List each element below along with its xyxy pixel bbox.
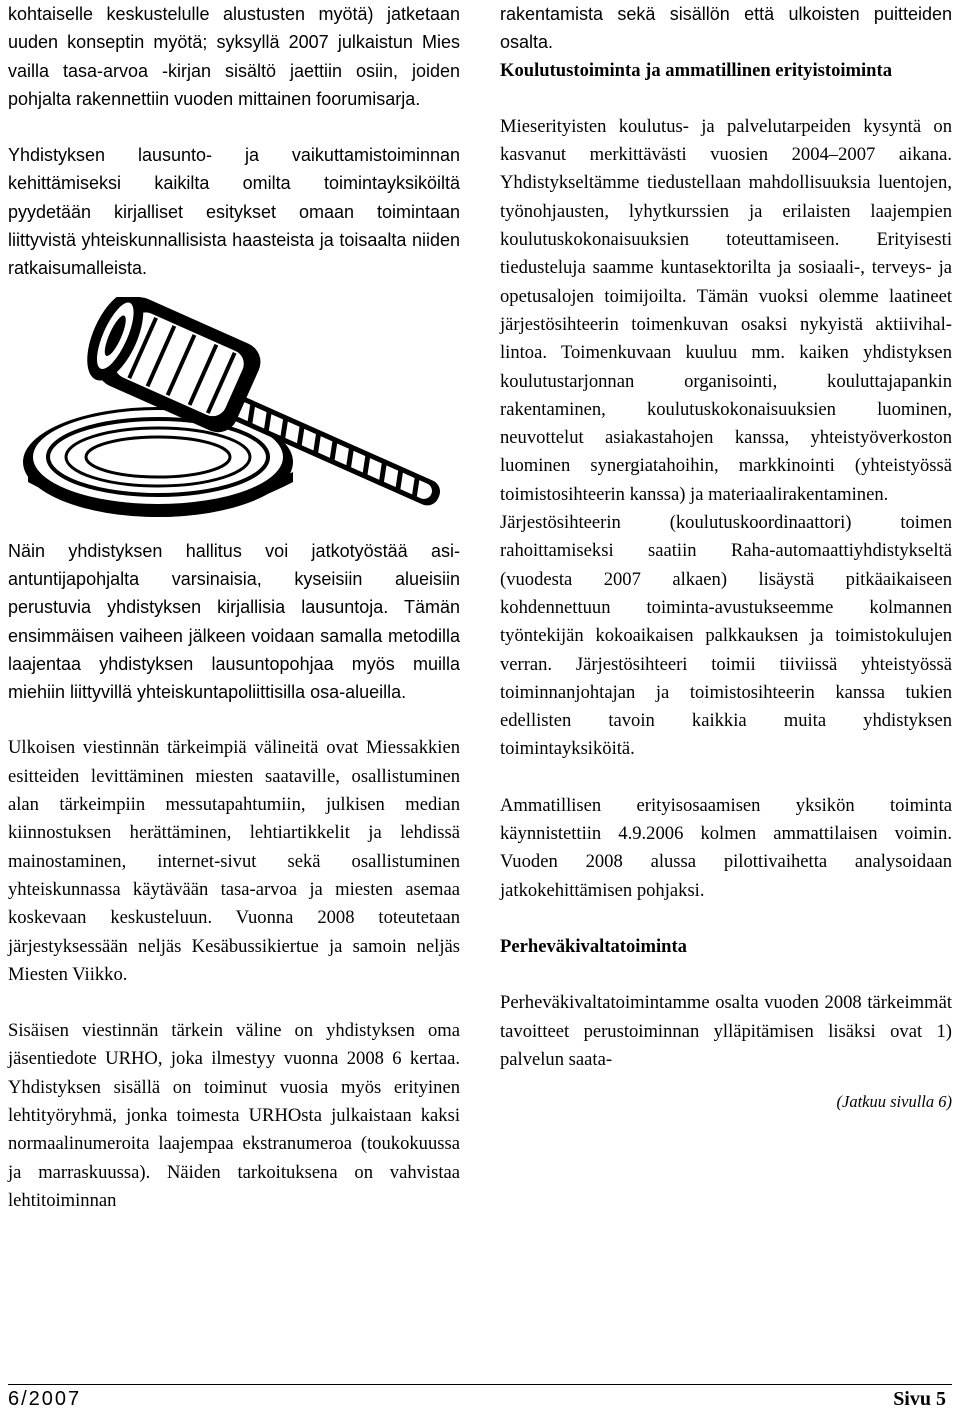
footer-page-number: Sivu 5	[893, 1388, 946, 1410]
left-paragraph-2: Yhdistyksen lausunto- ja vaikuttamistoiminnan kehittämiseksi kaikilta omilta toimintayksiköiltä pyydetään kirjalliset esitykset omaan toimintaan liittyvistä yhteiskunnallisista haasteista ja toisaalta niiden ratkaisumalleista.	[8, 145, 460, 279]
continued-note: (Jatkuu sivulla 6)	[836, 1092, 952, 1112]
right-column	[500, 0, 952, 1116]
gavel-illustration	[8, 297, 460, 527]
left-paragraph-4: Ulkoisen viestinnän tärkeimpiä välineitä ovat Miessakkien esitteiden levittäminen miesten saataville, osallistuminen alan tärkeimpiin messutapahtumiin, julkisen median kiinnostuksen herättäminen, lehtiartikkelit ja lehdissä mainostaminen, internet-sivut sekä osallistuminen yhteiskunnassa käytävään tasa-arvoa ja miesten asemaa koskevaan keskusteluun. Vuonna 2008 toteutetaan järjestyksessään neljäs Kesäbussikiertue ja samoin neljäs Miesten Viikko.	[8, 737, 460, 985]
right-paragraph-1: rakentamista sekä sisällön että ulkoisten puitteiden osalta.	[500, 4, 952, 53]
left-paragraph-1: kohtaiselle keskustelulle alustusten myötä) jatketaan uuden konseptin myötä; syksyllä 2007 julkaistun Mies vailla tasa-arvoa -kirjan sisältö jaettiin osiin, joiden pohjalta rakennettiin vuoden mittainen foorumisarja.	[8, 4, 460, 109]
right-paragraph-5: Perheväkivaltatoimintamme osalta vuoden 2008 tärkeimmät tavoitteet perustoiminnan ylläpitämisen lisäksi ovat 1) palvelun saata-	[500, 992, 952, 1070]
footer-issue: 6/2007	[8, 1388, 82, 1410]
section-heading-koulutustoiminta: Koulutustoiminta ja ammatillinen erityistoiminta	[500, 59, 893, 81]
right-paragraph-4: Ammatillisen erityisosaamisen yksikön toiminta käynnistettiin 4.9.2006 kolmen ammattilaisen voimin. Vuoden 2008 alussa pilottivaihetta analysoidaan jatkokehittämisen pohjaksi.	[500, 794, 952, 901]
left-column	[8, 0, 460, 1215]
left-paragraph-5: Sisäisen viestinnän tärkein väline on yhdistyksen oma jäsentiedote URHO, joka ilmestyy vuonna 2008 6 kertaa. Yhdistyksen sisällä on toiminut vuosia myös erityinen lehtityöryhmä, jonka toimesta URHOsta julkaistaan kaksi normaalinumeroita laajempaa ekstranumeroa (toukokuussa ja marraskuussa). Näiden tarkoituksena on vahvistaa lehtitoiminnan	[8, 1020, 460, 1211]
right-paragraph-3: Järjestösihteerin (koulutuskoordinaattori) toimen rahoittamiseksi saatiin Raha-automaattiyhdistykseltä (vuodesta 2007 alkaen) lisäystä pitkäaikaiseen kohdennettuun toiminta-avustukseemme kolmannen työntekijän kokoaikaisen palkkauksen ja toimistokulujen verran. Järjestösihteeri toimii tiiviissä yhteistyössä toiminnanjohtajan ja toimistosihteerin kanssa tukien edellisten tavoin kaikkia muita yhdistyksen toimintayksiköitä.	[500, 512, 952, 760]
left-paragraph-3: Näin yhdistyksen hallitus voi jatkotyöstää asiantuntijapohjalta varsinaisia, kyseisiin alueisiin perustuvia yhdistyksen kirjallisia lausuntoja. Tämän ensimmäisen vaiheen jälkeen voidaan samalla metodilla laajentaa yhdistyksen lausuntopohjaa myös muilla miehiin liittyvillä yhteiskuntapoliittisilla osa-alueilla.	[8, 540, 460, 703]
footer-rule	[8, 1384, 952, 1385]
right-paragraph-2: Mieserityisten koulutus- ja palvelutarpeiden kysyntä on kasvanut merkittävästi vuosien 2004–2007 aikana. Yhdistykseltämme tiedustellaan mahdollisuuksia luentojen, työnohjausten, lyhytkurssien ja erilaisten laajempien koulutuskokonaisuuksien toteuttamiseen. Erityisesti tiedusteluja saamme kuntasektorilta ja sosiaali-, terveys- ja opetusalojen toimijoilta. Tämän vuoksi olemme laatineet järjestösihteerin toimenkuvan osaksi nykyistä aktiivihallintoa. Toimenkuvaan kuuluu mm. kaiken yhdistyksen koulutustarjonnan organisointi, kouluttajapankin rakentaminen, koulutuskokonaisuuksien luominen, neuvottelut asiakastahojen kanssa, yhteistyöverkoston luominen synergiatahoihin, markkinointi (yhteistyössä toimistosihteerin kanssa) ja materiaalirakentaminen.	[500, 115, 952, 505]
section-heading-perhevakivalta: Perheväkivaltatoiminta	[500, 935, 687, 957]
